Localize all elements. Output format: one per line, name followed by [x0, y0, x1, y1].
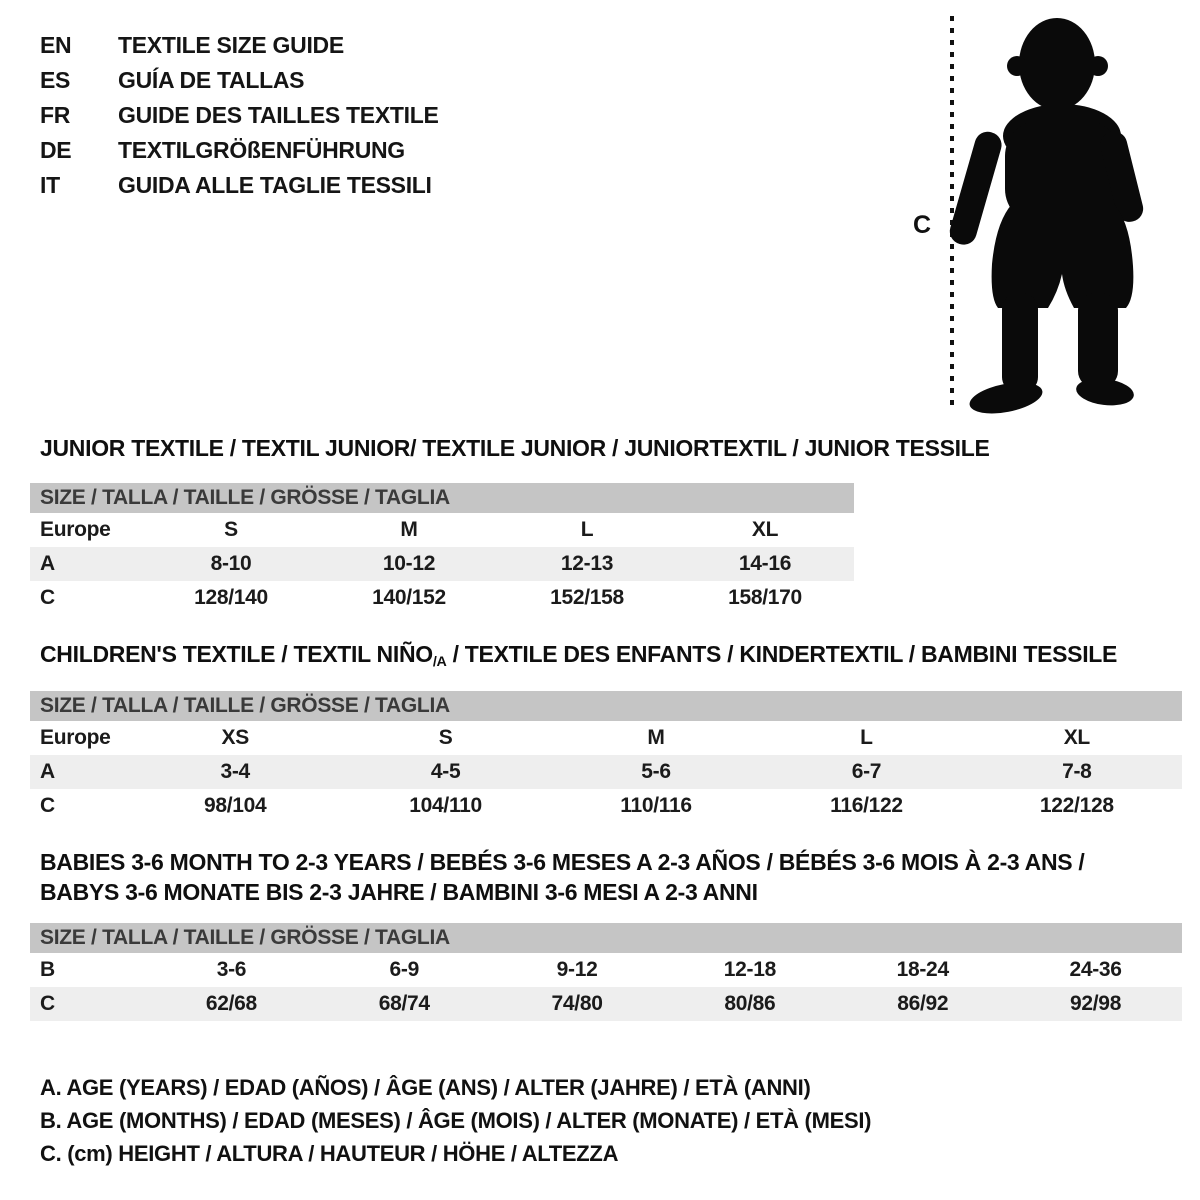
legend-line-c: C. (cm) HEIGHT / ALTURA / HAUTEUR / HÖHE / ALTEZZA: [40, 1140, 619, 1166]
row-label: B: [40, 958, 55, 981]
height-cell: 74/80: [551, 992, 603, 1015]
lang-row-fr: [40, 98, 439, 133]
language-title-block: [40, 28, 439, 203]
size-cell: XS: [221, 726, 249, 749]
height-cell: 62/68: [205, 992, 257, 1015]
junior-size-table: [30, 483, 854, 615]
size-cell: L: [580, 518, 594, 541]
age-cell: 14-16: [738, 552, 792, 575]
lang-code: IT: [40, 172, 60, 198]
row-label: C: [40, 586, 55, 609]
table-row: [30, 581, 854, 615]
age-cell: 9-12: [556, 958, 598, 981]
lang-code: FR: [40, 102, 71, 128]
lang-row-en: [40, 28, 439, 63]
height-cell: 128/140: [194, 586, 268, 609]
row-label: C: [40, 992, 55, 1015]
size-cell: S: [224, 518, 238, 541]
age-cell: 18-24: [896, 958, 949, 981]
age-cell: 10-12: [382, 552, 436, 575]
age-cell: 4-5: [430, 760, 461, 783]
height-cell: 92/98: [1070, 992, 1122, 1015]
children-title-sub: /A: [432, 653, 447, 670]
height-cell: 80/86: [724, 992, 776, 1015]
lang-row-es: [40, 63, 439, 98]
size-cell: XL: [1063, 726, 1090, 749]
height-cell: 116/122: [830, 794, 903, 817]
age-cell: 12-18: [723, 958, 776, 981]
age-cell: 7-8: [1062, 760, 1092, 783]
lang-code: DE: [40, 137, 72, 163]
age-cell: 6-9: [389, 958, 419, 981]
babies-size-table: [30, 923, 1182, 1021]
row-label: Europe: [40, 518, 111, 541]
lang-row-de: [40, 133, 439, 168]
legend-line-a: A. AGE (YEARS) / EDAD (AÑOS) / ÂGE (ANS) / ALTER (JAHRE) / ETÀ (ANNI): [40, 1074, 811, 1100]
row-label: Europe: [40, 726, 111, 749]
size-cell: M: [647, 726, 665, 749]
height-cell: 158/170: [728, 586, 802, 609]
age-cell: 5-6: [641, 760, 671, 783]
junior-section-title: JUNIOR TEXTILE / TEXTIL JUNIOR/ TEXTILE JUNIOR / JUNIORTEXTIL / JUNIOR TESSILE: [40, 435, 990, 461]
size-cell: L: [860, 726, 873, 749]
baby-silhouette-shape: [947, 18, 1146, 419]
babies-section-title-line2: BABYS 3-6 MONATE BIS 2-3 JAHRE / BAMBINI 3-6 MESI A 2-3 ANNI: [40, 879, 758, 905]
age-cell: 12-13: [560, 552, 614, 575]
height-cell: 140/152: [372, 586, 446, 609]
legend-line-b: B. AGE (MONTHS) / EDAD (MESES) / ÂGE (MOIS) / ALTER (MONATE) / ETÀ (MESI): [40, 1107, 872, 1133]
table-row: [30, 755, 1182, 789]
table-row: [30, 987, 1182, 1021]
table-row: [30, 789, 1182, 823]
children-title-suffix: / TEXTILE DES ENFANTS / KINDERTEXTIL / BAMBINI TESSILE: [446, 641, 1118, 667]
children-size-table: [30, 691, 1182, 823]
size-header-label: SIZE / TALLA / TAILLE / GRÖSSE / TAGLIA: [40, 926, 450, 949]
table-row: [30, 953, 1182, 987]
lang-code: EN: [40, 32, 72, 58]
size-cell: M: [400, 518, 418, 541]
lang-label: GUIDE DES TAILLES TEXTILE: [118, 102, 439, 128]
children-section-title: [40, 641, 1117, 670]
height-measure-label: C: [913, 211, 931, 239]
height-cell: 110/116: [620, 794, 692, 817]
age-cell: 6-7: [851, 760, 882, 783]
age-cell: 24-36: [1069, 958, 1122, 981]
table-row: [30, 547, 854, 581]
size-header-bar: [30, 923, 1182, 953]
lang-label: TEXTILGRÖßENFÜHRUNG: [118, 137, 405, 163]
size-header-bar: [30, 483, 854, 513]
lang-code: ES: [40, 67, 71, 93]
babies-section-title-line1: BABIES 3-6 MONTH TO 2-3 YEARS / BEBÉS 3-6 MESES A 2-3 AÑOS / BÉBÉS 3-6 MOIS À 2-3 ANS /: [40, 849, 1085, 875]
lang-label: GUIDA ALLE TAGLIE TESSILI: [118, 172, 432, 198]
size-header-label: SIZE / TALLA / TAILLE / GRÖSSE / TAGLIA: [40, 486, 450, 509]
baby-silhouette-icon: [902, 8, 1147, 420]
lang-row-it: [40, 168, 439, 203]
legend-block: [40, 1071, 871, 1170]
height-cell: 152/158: [550, 586, 624, 609]
size-cell: XL: [751, 518, 779, 541]
height-cell: 86/92: [897, 992, 949, 1015]
row-label: C: [40, 794, 55, 817]
height-cell: 104/110: [409, 794, 482, 817]
age-cell: 3-4: [220, 760, 250, 783]
age-cell: 8-10: [210, 552, 252, 575]
height-cell: 68/74: [378, 992, 430, 1015]
height-cell: 122/128: [1039, 794, 1114, 817]
table-row: [30, 721, 1182, 755]
size-header-label: SIZE / TALLA / TAILLE / GRÖSSE / TAGLIA: [40, 694, 450, 717]
lang-label: TEXTILE SIZE GUIDE: [118, 32, 344, 58]
row-label: A: [40, 760, 55, 783]
row-label: A: [40, 552, 55, 575]
height-cell: 98/104: [203, 794, 267, 817]
size-cell: S: [438, 726, 453, 749]
table-row: [30, 513, 854, 547]
lang-label: GUÍA DE TALLAS: [118, 67, 305, 93]
size-header-bar: [30, 691, 1182, 721]
children-title-prefix: CHILDREN'S TEXTILE / TEXTIL NIÑO: [40, 641, 433, 667]
age-cell: 3-6: [216, 958, 247, 981]
